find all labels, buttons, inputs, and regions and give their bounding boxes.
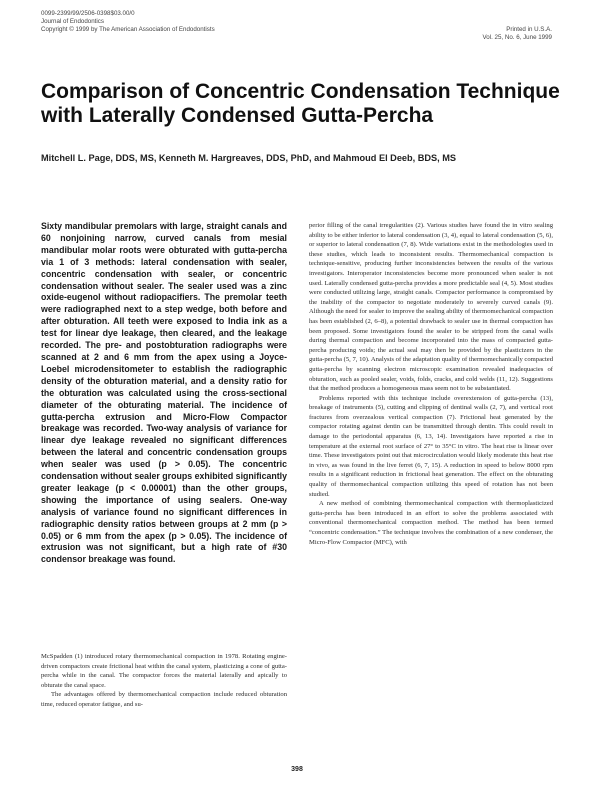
printed-in: Printed in U.S.A.	[506, 26, 552, 33]
journal-header	[41, 10, 215, 34]
copyright-line: Copyright © 1999 by The American Association of Endodontists	[41, 26, 215, 33]
body-paragraph: McSpadden (1) introduced rotary thermomechanical compaction in 1978. Rotating engine-driven compactors create frictional heat within the canal system, plasticizing a cone of gutta-percha while in the canal. The compactor forces the material laterally and apically to obturate the canal space.	[41, 653, 287, 689]
article-title: Comparison of Concentric Condensation Technique with Laterally Condensed Gutta-Percha	[41, 80, 560, 127]
body-paragraph: The advantages offered by thermomechanical compaction include reduced obturation time, reduced operator fatigue, and su-	[41, 691, 287, 708]
body-paragraph: Problems reported with this technique include overextension of gutta-percha (13), breakage of instruments (5), cutting and clipping of dentinal walls (2, 7), and vertical root fractures from overzealous vertical compaction (7). Frictional heat generated by the compactor rotating against dentin can be transmitted through dentin. This could result in damage to the periodontal apparatus (6, 13, 14). Investigators have reported a rise in temperature at the external root surface of 27° to 35°C in vitro. The heat rise is linear over time. These investigators point out that microcirculation would likely moderate this heat rise in vivo, as was found in the live ferret (6, 7, 15). A reduction in speed to below 8000 rpm results in a significant reduction in frictional heat generation. The effect on the obturating quality of thermomechanical compaction utilizing this speed of rotation has not been studied.	[309, 394, 553, 498]
page-number: 398	[291, 766, 303, 773]
issn-line: 0099-2399/99/2506-0398$03.00/0	[41, 10, 135, 17]
body-paragraph: A new method of combining thermomechanical compaction with thermoplasticized gutta-percha has been introduced in an effort to solve the problems associated with conventional thermomechanical compaction method. The method has been termed “concentric condensation.” The technique involves the combination of a new condenser, the Micro-Flow Compactor (MFC), with	[309, 500, 553, 546]
journal-issue-info	[483, 26, 553, 42]
right-column-body	[309, 221, 553, 547]
journal-name: Journal of Endodontics	[41, 18, 104, 25]
abstract: Sixty mandibular premolars with large, straight canals and 60 nonjoining narrow, curved canals from mesial mandibular molar roots were obturated with gutta-percha via 1 of 3 methods: lateral condensation with sealer, concentric condensation with sealer, or concentric condensation without sealer. The sealer used was a zinc oxide-eugenol without radiopacifiers. The premolar teeth were radiographed next to a step wedge, both before and after obturation. All teeth were exposed to India ink as a test for linear dye leakage, then cleared, and the leakage recorded. The pre- and postobturation radiographs were scanned at 2 and 6 mm from the apex using a Joyce-Loebel microdensitometer to establish the radiographic density of the obturation material, and a density ratio for the obturation was calculated using the cross-sectional diameter of the obturating material. The incidence of gutta-percha extrusion and Micro-Flow Compactor breakage was recorded. Two-way analysis of variance for linear dye leakage revealed no significant differences between the lateral and concentric condensation groups when sealer was used (p > 0.05). The concentric condensation without sealer groups exhibited significantly greater leakage (p < 0.00001) than the other groups, showing the importance of using sealers. One-way analysis of variance found no significant differences in radiographic density ratios between groups at 2 mm (p > 0.05) or 6 mm from the apex (p > 0.05). The incidence of extrusion was not significant, but a high rate of #30 condensor breakage was found.	[41, 221, 287, 565]
body-paragraph: perior filling of the canal irregularities (2). Various studies have found the in vitro sealing ability to be either inferior to lateral condensation (3, 4), equal to lateral condensation (5, 6), or superior to lateral condensation (7, 8). Wide variations exist in the methodologies used in these studies, which leads to inconsistent results. Thermomechanical compaction is technique-sensitive, producing further inconsistencies between the results of the various investigators. Interoperator inconsistencies become more pronounced when sealer is not used. Laterally condensed gutta-percha provides a more predictable seal (4, 5). Most studies were conducted utilizing large, straight canals. Compactor performance is compromised by the inability of the compactor to negotiate moderately to severely curved canals (9). Although the need for sealer to improve the sealing ability of thermomechanical compaction has been established (2, 6–8), a potential drawback to sealer use in thermal compaction has been proposed. Some investigators found the sealer to be stripped from the canal walls during thermal compaction and become incorporated into the mass of compacted gutta-percha producing voids; the actual seal may then be provided by the plasticizers in the gutta-percha (5, 7, 10). Analysis of the adaptation quality of thermomechanically compacted gutta-percha by scanning electron microscopic examination revealed inadequacies of obturation, such as pooled sealer, voids, folds, cracks, and cold welds (11, 12). Suggestions that the method produces a homogeneous mass seem not to be substantiated.	[309, 222, 553, 393]
left-column-body	[41, 652, 287, 710]
article-authors: Mitchell L. Page, DDS, MS, Kenneth M. Hargreaves, DDS, PhD, and Mahmoud El Deeb, BDS, MS	[41, 153, 457, 163]
volume-issue: Vol. 25, No. 6, June 1999	[482, 34, 552, 41]
